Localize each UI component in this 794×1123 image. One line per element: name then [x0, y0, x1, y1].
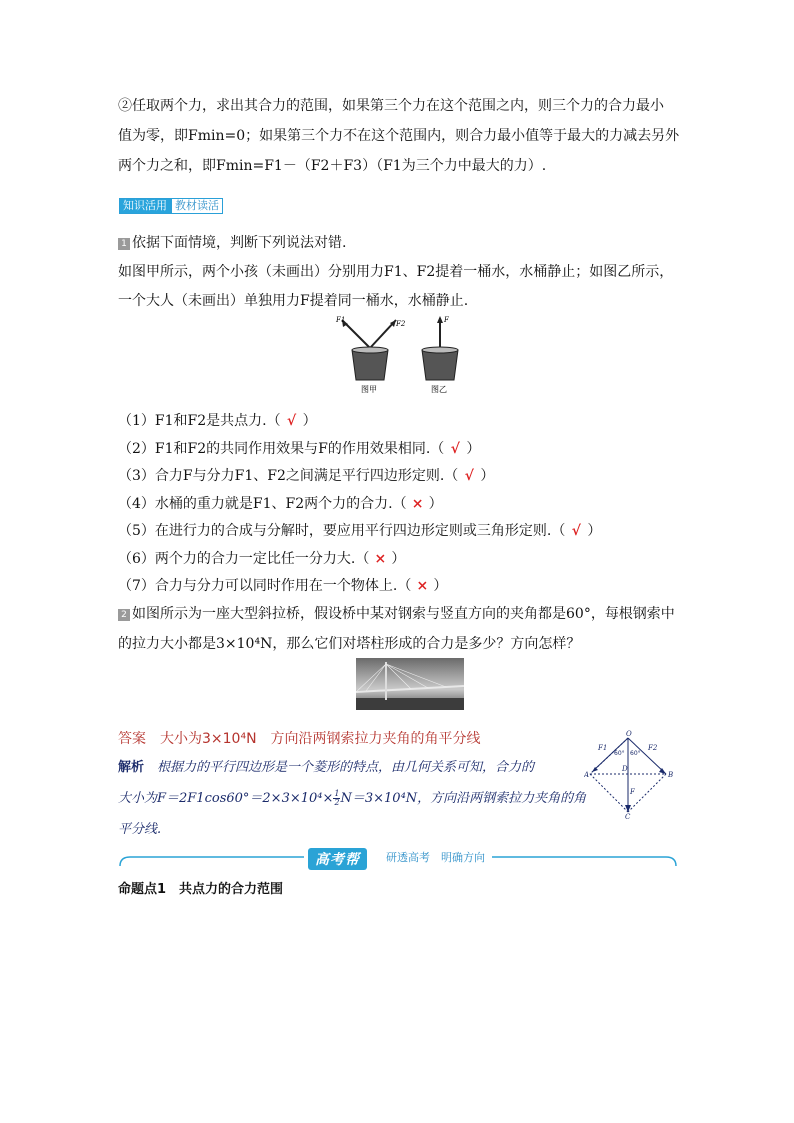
judgement-mark: √	[450, 440, 460, 457]
point-O: O	[626, 730, 632, 738]
analysis-line-1: 根据力的平行四边形是一个菱形的特点，由几何关系可知，合力的	[144, 760, 535, 775]
analysis-line-2b: N＝3×10⁴N，方向沿两钢索拉力夹角的角	[340, 791, 587, 806]
point-B: B	[668, 771, 674, 779]
judgement-mark: ×	[411, 495, 424, 512]
judgement-item-end: ）	[302, 413, 317, 429]
question-number-badge: 1	[118, 238, 130, 250]
label-diagram-F: F	[630, 788, 635, 796]
judgement-items	[118, 408, 601, 601]
question-2-line-1: 如图所示为一座大型斜拉桥，假设桥中某对钢索与竖直方向的夹角都是60°，每根钢索中	[132, 606, 675, 622]
tag-knowledge-use: 知识活用	[119, 198, 171, 214]
judgement-item-text: （6）两个力的合力一定比任一分力大.（	[118, 550, 370, 567]
bucket-figure	[330, 312, 470, 398]
proposition-heading: 命题点1 共点力的合力范围	[118, 882, 284, 897]
point-A: A	[584, 771, 590, 779]
judgement-mark: ×	[416, 578, 429, 594]
judgement-item	[118, 573, 601, 601]
judgement-item	[118, 546, 601, 574]
judgement-item-end: ）	[391, 550, 406, 567]
question-1-desc-2: 一个大人（未画出）单独用力F提着同一桶水，水桶静止.	[118, 293, 469, 309]
label-diagram-F2: F2	[648, 744, 658, 752]
bridge-photo	[356, 658, 464, 710]
figure-a-caption: 图甲	[361, 385, 377, 394]
judgement-item-text: （2）F1和F2的共同作用效果与F的作用效果相同.（	[118, 440, 445, 457]
intro-paragraph	[118, 91, 680, 181]
intro-line-1: ②任取两个力，求出其合力的范围，如果第三个力在这个范围之内，则三个力的合力最小	[118, 98, 664, 114]
judgement-mark: √	[287, 413, 297, 429]
point-C: C	[625, 813, 631, 820]
question-1-stem: 依据下面情境，判断下列说法对错.	[132, 235, 347, 251]
judgement-item-end: ）	[587, 523, 602, 539]
question-1	[118, 228, 680, 316]
judgement-item-end: ）	[466, 440, 481, 457]
figure-a	[335, 316, 406, 394]
question-2	[118, 599, 680, 659]
judgement-item-text: （4）水桶的重力就是F1、F2两个力的合力.（	[118, 495, 407, 512]
tag-textbook-reading: 教材读活	[171, 198, 223, 214]
judgement-item-end: ）	[433, 578, 448, 594]
intro-line-2: 值为零，即Fmin=0；如果第三个力不在这个范围内，则合力最小值等于最大的力减去另外	[118, 128, 680, 144]
judgement-item-text: （3）合力F与分力F1、F2之间满足平行四边形定则.（	[118, 468, 459, 484]
banner-subtitle: 研透高考 明确方向	[382, 849, 489, 865]
judgement-item	[118, 436, 601, 464]
judgement-mark: √	[464, 468, 474, 484]
label-F2: F2	[396, 320, 406, 328]
judgement-mark: ×	[374, 550, 387, 567]
judgement-item	[118, 408, 601, 436]
judgement-item	[118, 491, 601, 519]
answer-line: 答案 大小为3×10⁴N 方向沿两钢索拉力夹角的角平分线	[118, 731, 481, 747]
label-F: F	[444, 316, 449, 324]
force-diagram	[584, 728, 684, 820]
analysis-label: 解析	[118, 760, 145, 775]
angle-right: 60°	[630, 750, 641, 757]
label-diagram-F1: F1	[598, 744, 608, 752]
intro-line-3: 两个力之和，即Fmin=F1－（F2＋F3）（F1为三个力中最大的力）.	[118, 158, 547, 174]
point-D: D	[622, 765, 628, 773]
figure-b-caption: 图乙	[431, 385, 447, 394]
judgement-item-text: （1）F1和F2是共点力.（	[118, 413, 281, 429]
judgement-item	[118, 463, 601, 491]
judgement-item-end: ）	[428, 495, 443, 512]
label-F1: F1	[336, 316, 346, 324]
section-tags	[119, 198, 223, 214]
judgement-item-end: ）	[480, 468, 495, 484]
figure-b	[422, 316, 458, 394]
judgement-mark: √	[571, 523, 581, 539]
gaokao-banner	[118, 846, 678, 870]
fraction-half: $\frac{1}{2}$	[334, 789, 340, 807]
banner-title: 高考帮	[308, 848, 367, 870]
judgement-item-text: （7）合力与分力可以同时作用在一个物体上.（	[118, 578, 412, 594]
question-2-line-2: 的拉力大小都是3×10⁴N，那么它们对塔柱形成的合力是多少？方向怎样？	[118, 636, 581, 652]
question-1-desc-1: 如图甲所示，两个小孩（未画出）分别用力F1、F2提着一桶水，水桶静止；如图乙所示，	[118, 264, 674, 280]
judgement-item	[118, 518, 601, 546]
question-number-badge-2: 2	[118, 609, 130, 621]
analysis-line-3: 平分线.	[118, 822, 162, 837]
analysis-line-2a: 大小为F＝2F1cos60°＝2×3×10⁴×	[118, 791, 334, 806]
judgement-item-text: （5）在进行力的合成与分解时，要应用平行四边形定则或三角形定则.（	[118, 523, 566, 539]
analysis-paragraph	[118, 752, 587, 845]
angle-left: 60°	[614, 750, 625, 757]
